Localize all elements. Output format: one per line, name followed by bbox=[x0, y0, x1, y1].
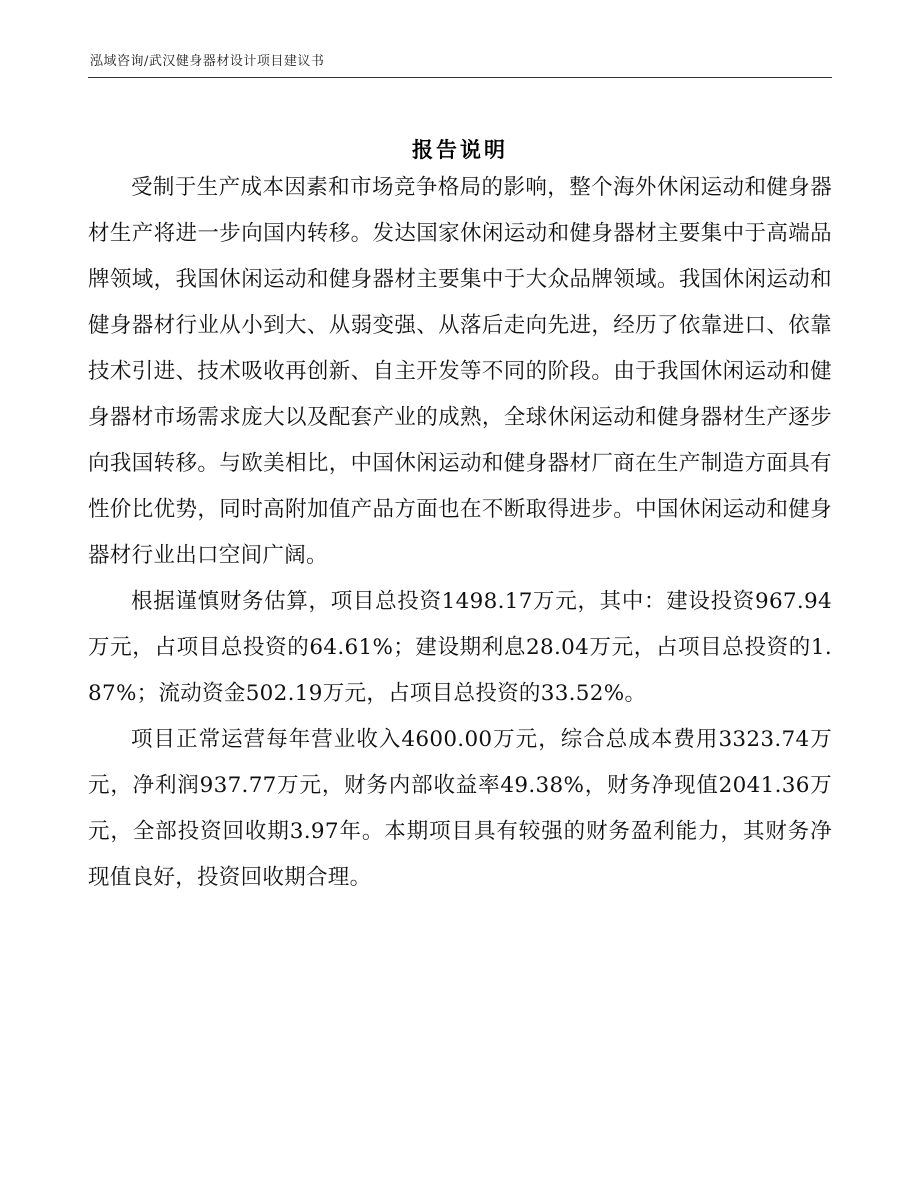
page-header: 泓域咨询/武汉健身器材设计项目建议书 bbox=[90, 54, 325, 69]
report-body bbox=[88, 165, 832, 901]
page-title: 报告说明 bbox=[412, 137, 508, 163]
header-divider bbox=[88, 77, 832, 78]
paragraph-industry-overview: 受制于生产成本因素和市场竞争格局的影响，整个海外休闲运动和健身器材生产将进一步向国内转移。发达国家休闲运动和健身器材主要集中于高端品牌领域，我国休闲运动和健身器材主要集中于大众品牌领域。我国休闲运动和健身器材行业从小到大、从弱变强、从落后走向先进，经历了依靠进口、依靠技术引进、技术吸收再创新、自主开发等不同的阶段。由于我国休闲运动和健身器材市场需求庞大以及配套产业的成熟，全球休闲运动和健身器材生产逐步向我国转移。与欧美相比，中国休闲运动和健身器材厂商在生产制造方面具有性价比优势，同时高附加值产品方面也在不断取得进步。中国休闲运动和健身器材行业出口空间广阔。 bbox=[88, 175, 832, 568]
paragraph-financial-returns: 项目正常运营每年营业收入4600.00万元，综合总成本费用3323.74万元，净利润937.77万元，财务内部收益率49.38%，财务净现值2041.36万元，全部投资回收期3.97年。本期项目具有较强的财务盈利能力，其财务净现值良好，投资回收期合理。 bbox=[88, 727, 832, 890]
paragraph-investment-estimate: 根据谨慎财务估算，项目总投资1498.17万元，其中：建设投资967.94万元，占项目总投资的64.61%；建设期利息28.04万元，占项目总投资的1.87%；流动资金502.19万元，占项目总投资的33.52%。 bbox=[88, 589, 832, 706]
